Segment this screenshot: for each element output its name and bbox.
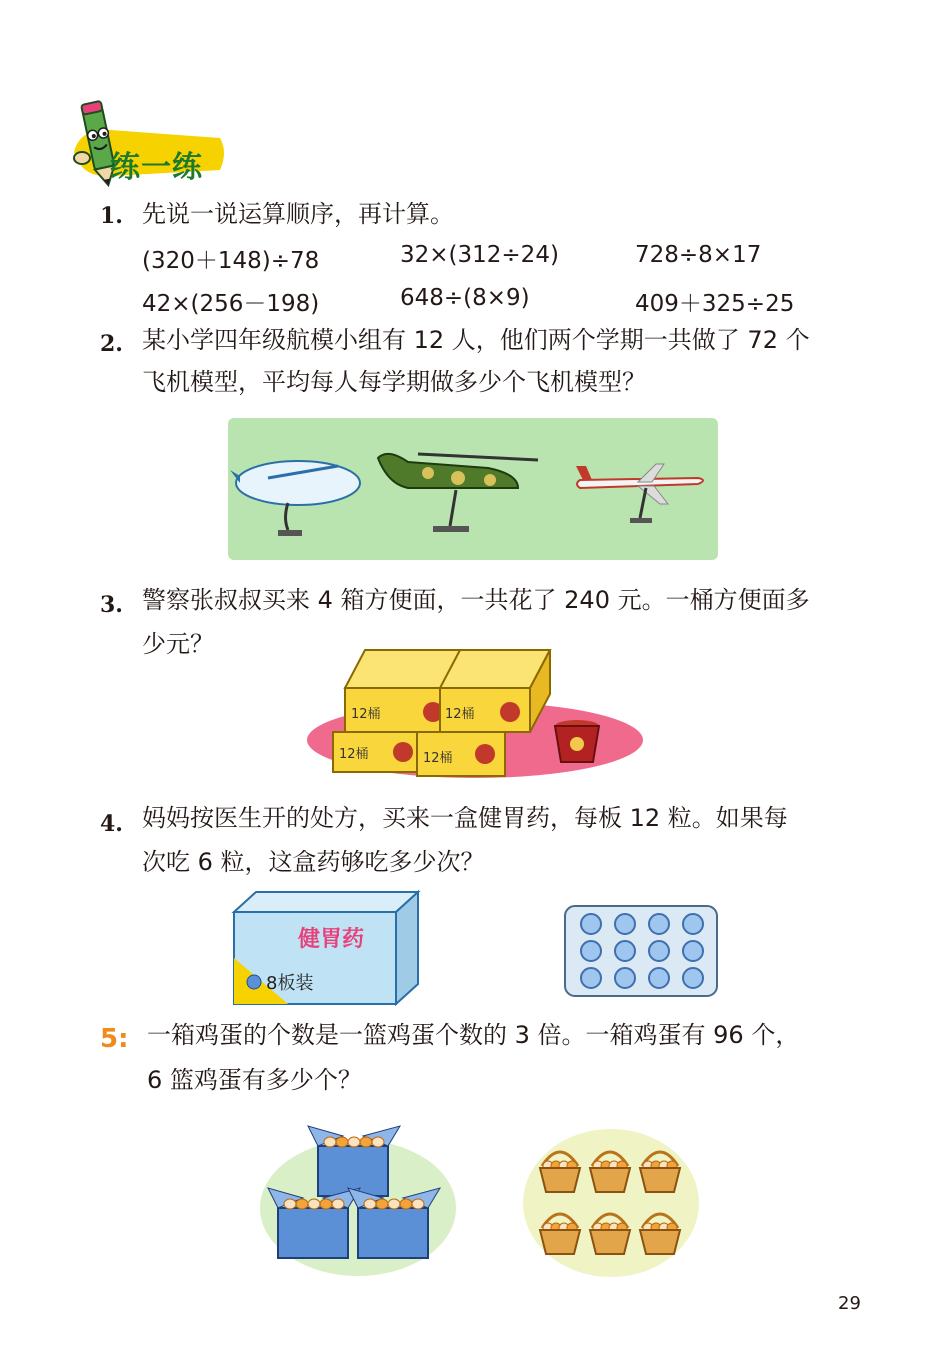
pill-blister-pack-icon	[563, 904, 719, 998]
egg-box-icon	[348, 1188, 440, 1258]
expression: 409＋325÷25	[635, 291, 795, 317]
expression: 728÷8×17	[635, 242, 762, 268]
box-label: 12桶	[351, 707, 381, 722]
pill-icon	[581, 968, 601, 988]
problem-5-number: 5:	[100, 1024, 129, 1054]
problem-2-text-line-1: 某小学四年级航模小组有 12 人，他们两个学期一共做了 72 个	[142, 326, 810, 354]
expression: 42×(256－198)	[142, 291, 320, 317]
expression: (320＋148)÷78	[142, 248, 320, 274]
box-label: 12桶	[445, 707, 475, 722]
noodle-box	[440, 650, 550, 732]
egg-baskets-illustration	[522, 1128, 700, 1278]
pill-icon	[683, 914, 703, 934]
pill-icon	[581, 941, 601, 961]
medicine-pack-label: 8板装	[266, 973, 314, 994]
problem-3-text-line-1: 警察张叔叔买来 4 箱方便面，一共花了 240 元。一桶方便面多	[142, 586, 810, 614]
pill-icon	[615, 941, 635, 961]
noodle-cup-icon	[555, 720, 599, 762]
pill-icon	[683, 968, 703, 988]
pill-icon	[649, 941, 669, 961]
noodle-box	[417, 732, 505, 776]
pill-icon	[649, 968, 669, 988]
problem-1-text: 先说一说运算顺序，再计算。	[142, 200, 454, 228]
problem-2-number: 2.	[100, 331, 123, 357]
pill-icon	[649, 914, 669, 934]
expression: 32×(312÷24)	[400, 242, 559, 268]
medicine-name: 健胃药	[298, 927, 365, 952]
aircraft-models-illustration	[228, 418, 718, 560]
pill-icon	[615, 968, 635, 988]
problem-5-text-line-1: 一箱鸡蛋的个数是一篮鸡蛋个数的 3 倍。一箱鸡蛋有 96 个，	[147, 1021, 800, 1049]
pill-icon	[581, 914, 601, 934]
problem-3-text-line-2: 少元？	[142, 630, 214, 658]
egg-boxes-illustration	[258, 1108, 458, 1278]
problem-4-text-line-1: 妈妈按医生开的处方，买来一盒健胃药，每板 12 粒。如果每	[142, 804, 788, 832]
page-number: 29	[838, 1293, 861, 1314]
problem-3-number: 3.	[100, 592, 123, 618]
pill-icon	[683, 941, 703, 961]
problem-1-number: 1.	[100, 203, 123, 229]
noodle-box	[333, 732, 423, 772]
expression: 648÷(8×9)	[400, 285, 530, 311]
problem-2-text-line-2: 飞机模型，平均每人每学期做多少个飞机模型？	[142, 368, 646, 396]
box-label: 12桶	[423, 751, 453, 766]
egg-box-icon	[308, 1126, 400, 1196]
medicine-box-illustration	[228, 888, 428, 1010]
problem-4-number: 4.	[100, 811, 123, 837]
box-label: 12桶	[339, 747, 369, 762]
section-title: 练一练	[110, 150, 203, 185]
pill-icon	[615, 914, 635, 934]
problem-4-text-line-2: 次吃 6 粒，这盒药够吃多少次？	[142, 848, 485, 876]
problem-5-text-line-2: 6 篮鸡蛋有多少个？	[147, 1066, 362, 1094]
egg-box-icon	[268, 1188, 360, 1258]
noodle-boxes-illustration	[305, 640, 645, 780]
